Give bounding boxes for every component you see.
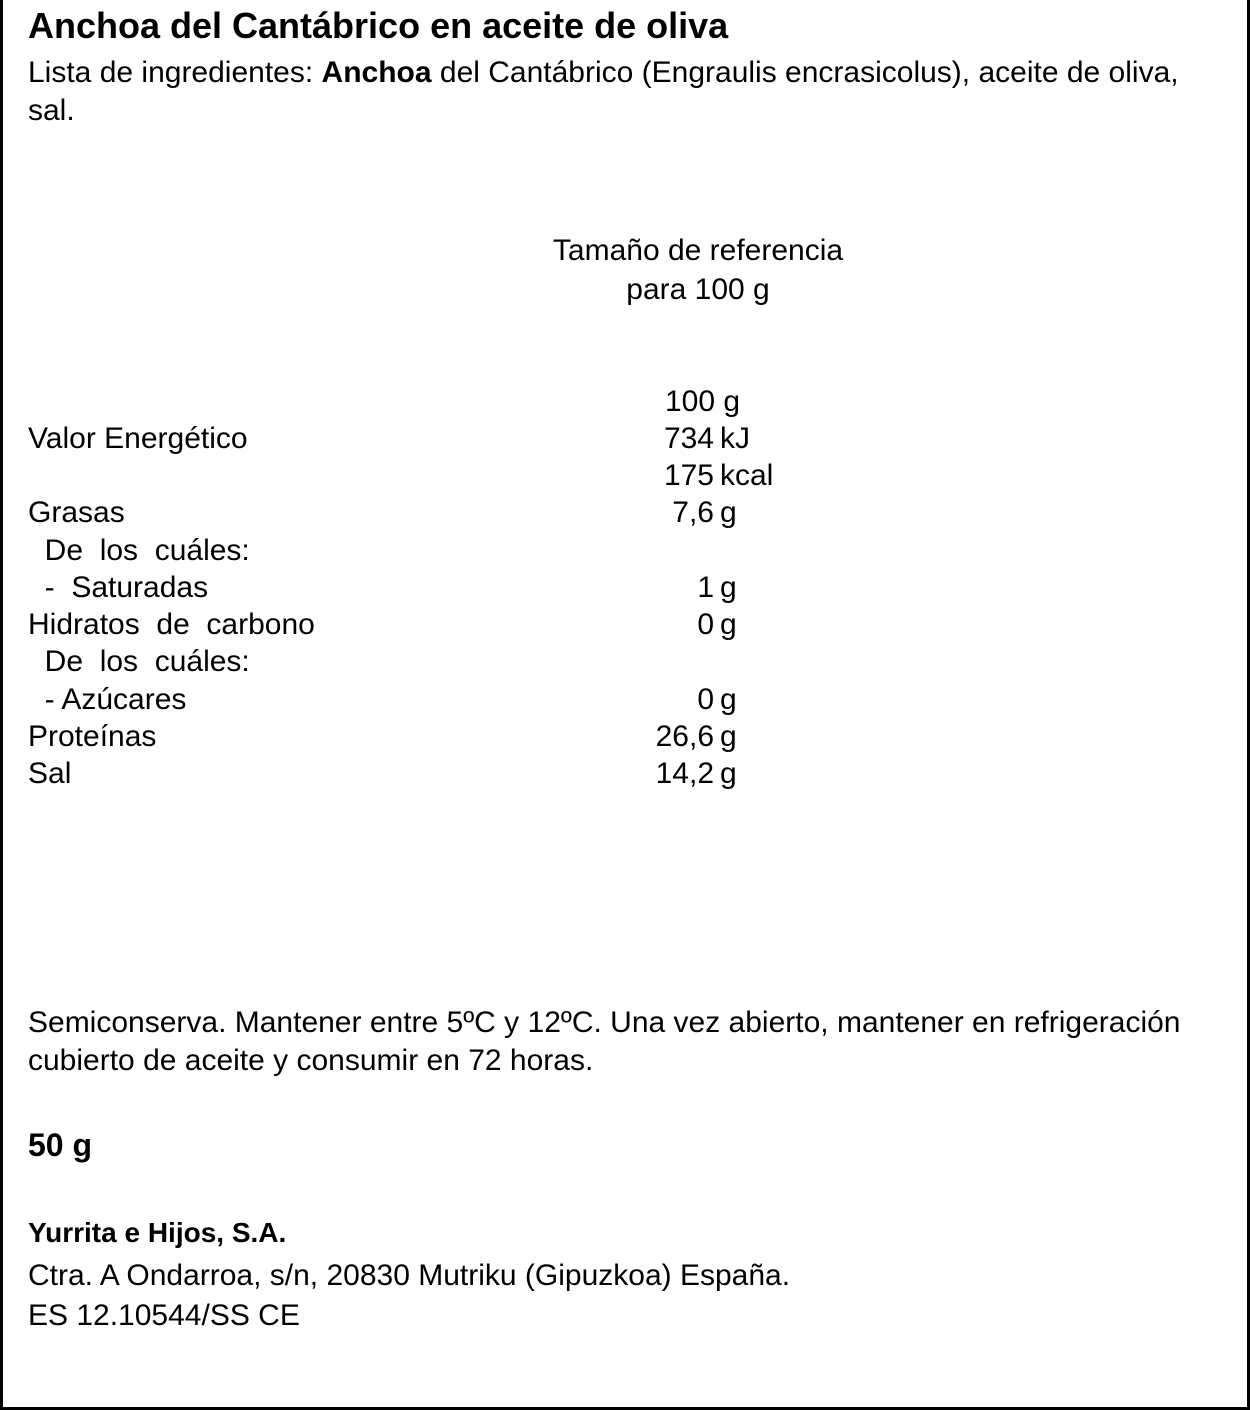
row-value-protein: 26,6 [655,720,714,753]
row-unit-energy-kj: kJ [720,422,750,455]
row-unit-fat: g [720,496,737,529]
row-value-saturated: 1 [697,571,714,604]
row-value-energy-kj: 734 [663,422,714,455]
row-value-salt: 14,2 [655,757,714,790]
row-label-of-which-1: De los cuáles: [28,534,250,567]
company-registry: ES 12.10544/SS CE [28,1299,300,1332]
row-label-fat: Grasas [28,496,125,529]
row-label-saturated: - Saturadas [28,571,209,604]
row-value-sugars: 0 [697,683,714,716]
reference-size-line1: Tamaño de referencia [552,234,844,267]
reference-size-line2: para 100 g [626,273,770,306]
row-label-salt: Sal [28,757,72,790]
column-header: 100 g [665,385,741,418]
row-label-carbohydrates: Hidratos de carbono [28,608,315,641]
product-title: Anchoa del Cantábrico en aceite de oliva [28,5,729,46]
ingredients-list [28,54,1218,130]
storage-instructions: Semiconserva. Mantener entre 5ºC y 12ºC. Una vez abierto, mantener en refrigeración cubierto de aceite y consumir en 72 horas. [28,1006,1181,1077]
net-weight: 50 g [28,1127,93,1163]
row-unit-energy-kcal: kcal [720,459,774,492]
row-unit-saturated: g [720,571,737,604]
company-address: Ctra. A Ondarroa, s/n, 20830 Mutriku (Gipuzkoa) España. [28,1259,791,1292]
ingredients-prefix: Lista de ingredientes: [28,56,322,89]
row-unit-sugars: g [720,683,737,716]
row-value-carbohydrates: 0 [697,608,714,641]
row-value-fat: 7,6 [672,496,714,529]
row-unit-carbohydrates: g [720,608,737,641]
row-label-protein: Proteínas [28,720,157,753]
ingredients-rest: del Cantábrico (Engraulis encrasicolus), aceite de oliva, sal. [28,56,1179,127]
row-unit-protein: g [720,720,737,753]
row-label-sugars: - Azúcares [28,683,187,716]
ingredients-bold: Anchoa [321,56,432,89]
company-name: Yurrita e Hijos, S.A. [28,1217,287,1248]
row-value-energy-kcal: 175 [663,459,714,492]
row-unit-salt: g [720,757,737,790]
row-label-energy: Valor Energético [28,422,248,455]
row-label-of-which-2: De los cuáles: [28,645,250,678]
